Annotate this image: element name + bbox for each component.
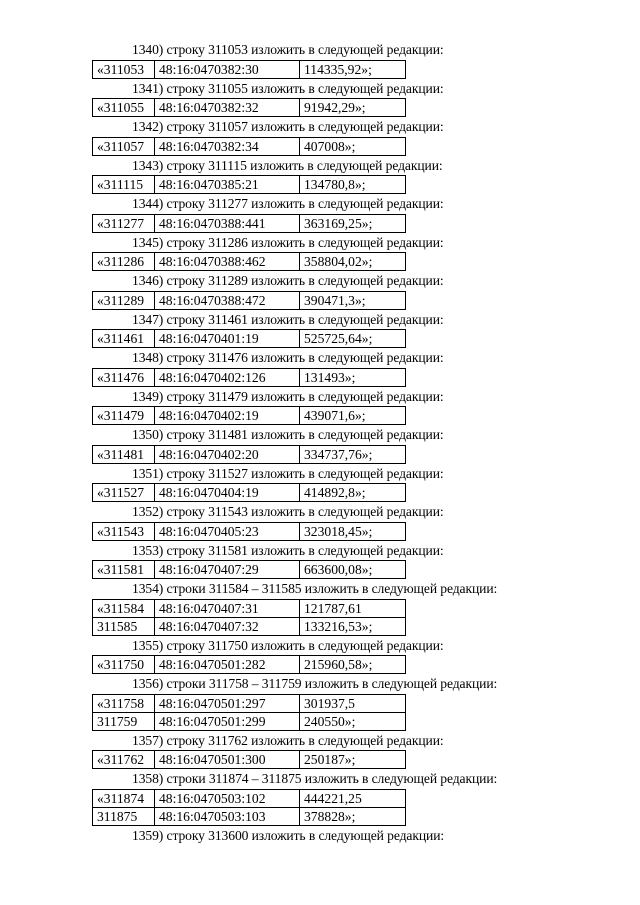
amendment-table [92,406,406,425]
table-row [93,522,406,540]
value-cell: 215960,58»; [300,656,406,674]
cadastral-number-cell: 48:16:0470501:299 [155,712,300,730]
row-number-cell: 311875 [93,807,155,825]
table-row [93,60,406,78]
row-number-cell: «311762 [93,751,155,769]
amendment-heading: 1353) строку 311581 изложить в следующей редакции: [132,542,444,558]
amendment-heading: 1359) строку 313600 изложить в следующей редакции: [132,827,445,843]
value-cell: 358804,02»; [300,253,406,271]
cadastral-number-cell: 48:16:0470388:472 [155,291,300,309]
value-cell: 439071,6»; [300,407,406,425]
amendment-heading: 1346) строку 311289 изложить в следующей редакции: [132,273,444,288]
row-number-cell: «311057 [93,137,155,155]
amendment-table [92,560,406,579]
cadastral-number-cell: 48:16:0470388:462 [155,253,300,271]
value-cell: 134780,8»; [300,176,406,194]
amendment-table [92,60,406,79]
amendment-table [92,252,406,271]
value-cell: 378828»; [300,807,406,825]
amendment-heading: 1352) строку 311543 изложить в следующей редакции: [132,504,444,519]
amendment-table [92,137,406,156]
document-body [0,40,640,845]
value-cell: 121787,61 [300,599,406,617]
table-row [93,368,406,386]
value-cell: 301937,5 [300,694,406,712]
row-number-cell: «311461 [93,330,155,348]
cadastral-number-cell: 48:16:0470404:19 [155,484,300,502]
value-cell: 407008»; [300,137,406,155]
cadastral-number-cell: 48:16:0470501:300 [155,751,300,769]
row-number-cell: «311277 [93,214,155,232]
value-cell: 91942,29»; [300,99,406,117]
amendment-heading: 1358) строки 311874 – 311875 изложить в следующей редакции: [132,771,498,786]
value-cell: 390471,3»; [300,291,406,309]
cadastral-number-cell: 48:16:0470402:126 [155,368,300,386]
amendment-heading: 1345) строку 311286 изложить в следующей редакции: [132,234,444,250]
table-row [93,656,406,674]
cadastral-number-cell: 48:16:0470501:297 [155,694,300,712]
table-row [93,712,406,730]
table-row [93,617,406,635]
table-row [93,407,406,425]
cadastral-number-cell: 48:16:0470407:29 [155,561,300,579]
value-cell: 133216,53»; [300,617,406,635]
amendment-table [92,445,406,464]
value-cell: 363169,25»; [300,214,406,232]
amendment-heading: 1344) строку 311277 изложить в следующей редакции: [132,196,444,211]
table-row [93,99,406,117]
amendment-heading: 1356) строки 311758 – 311759 изложить в следующей редакции: [132,676,498,691]
amendment-heading: 1341) строку 311055 изложить в следующей редакции: [132,80,444,96]
row-number-cell: «311053 [93,60,155,78]
cadastral-number-cell: 48:16:0470382:30 [155,60,300,78]
amendment-table [92,599,406,636]
table-row [93,484,406,502]
amendment-table [92,655,406,674]
amendment-table [92,291,406,310]
row-number-cell: «311115 [93,176,155,194]
amendment-table [92,789,406,826]
value-cell: 114335,92»; [300,60,406,78]
amendment-table [92,483,406,502]
cadastral-number-cell: 48:16:0470501:282 [155,656,300,674]
row-number-cell: 311585 [93,617,155,635]
value-cell: 131493»; [300,368,406,386]
row-number-cell: «311750 [93,656,155,674]
table-row [93,214,406,232]
cadastral-number-cell: 48:16:0470402:20 [155,445,300,463]
amendment-table [92,522,406,541]
cadastral-number-cell: 48:16:0470402:19 [155,407,300,425]
row-number-cell: «311874 [93,789,155,807]
row-number-cell: «311289 [93,291,155,309]
row-number-cell: «311055 [93,99,155,117]
cadastral-number-cell: 48:16:0470503:103 [155,807,300,825]
value-cell: 323018,45»; [300,522,406,540]
table-row [93,253,406,271]
amendment-heading: 1347) строку 311461 изложить в следующей редакции: [132,311,444,327]
cadastral-number-cell: 48:16:0470503:102 [155,789,300,807]
value-cell: 240550»; [300,712,406,730]
amendment-heading: 1342) строку 311057 изложить в следующей редакции: [132,119,444,134]
cadastral-number-cell: 48:16:0470382:32 [155,99,300,117]
table-row [93,694,406,712]
row-number-cell: 311759 [93,712,155,730]
value-cell: 334737,76»; [300,445,406,463]
table-row [93,176,406,194]
cadastral-number-cell: 48:16:0470401:19 [155,330,300,348]
amendment-heading: 1349) строку 311479 изложить в следующей редакции: [132,388,444,404]
amendment-table [92,694,406,731]
cadastral-number-cell: 48:16:0470385:21 [155,176,300,194]
row-number-cell: «311581 [93,561,155,579]
amendment-heading: 1348) строку 311476 изложить в следующей редакции: [132,350,444,365]
amendment-heading: 1351) строку 311527 изложить в следующей редакции: [132,465,444,481]
amendment-table [92,750,406,769]
table-row [93,599,406,617]
cadastral-number-cell: 48:16:0470407:32 [155,617,300,635]
amendment-heading: 1343) строку 311115 изложить в следующей редакции: [132,157,443,173]
value-cell: 525725,64»; [300,330,406,348]
cadastral-number-cell: 48:16:0470382:34 [155,137,300,155]
cadastral-number-cell: 48:16:0470407:31 [155,599,300,617]
row-number-cell: «311758 [93,694,155,712]
row-number-cell: «311527 [93,484,155,502]
amendment-table [92,175,406,194]
row-number-cell: «311476 [93,368,155,386]
table-row [93,291,406,309]
table-row [93,445,406,463]
amendment-heading: 1340) строку 311053 изложить в следующей редакции: [132,42,444,57]
value-cell: 250187»; [300,751,406,769]
amendment-table [92,368,406,387]
value-cell: 444221,25 [300,789,406,807]
row-number-cell: «311543 [93,522,155,540]
table-row [93,789,406,807]
table-row [93,751,406,769]
row-number-cell: «311479 [93,407,155,425]
table-row [93,137,406,155]
row-number-cell: «311584 [93,599,155,617]
value-cell: 414892,8»; [300,484,406,502]
table-row [93,330,406,348]
table-row [93,561,406,579]
amendment-heading: 1357) строку 311762 изложить в следующей редакции: [132,732,444,748]
row-number-cell: «311481 [93,445,155,463]
amendment-table [92,98,406,117]
value-cell: 663600,08»; [300,561,406,579]
amendment-heading: 1354) строки 311584 – 311585 изложить в следующей редакции: [132,581,498,596]
row-number-cell: «311286 [93,253,155,271]
amendment-table [92,329,406,348]
amendment-table [92,214,406,233]
amendment-heading: 1350) строку 311481 изложить в следующей редакции: [132,427,444,442]
cadastral-number-cell: 48:16:0470405:23 [155,522,300,540]
table-row [93,807,406,825]
amendment-heading: 1355) строку 311750 изложить в следующей редакции: [132,637,444,653]
cadastral-number-cell: 48:16:0470388:441 [155,214,300,232]
